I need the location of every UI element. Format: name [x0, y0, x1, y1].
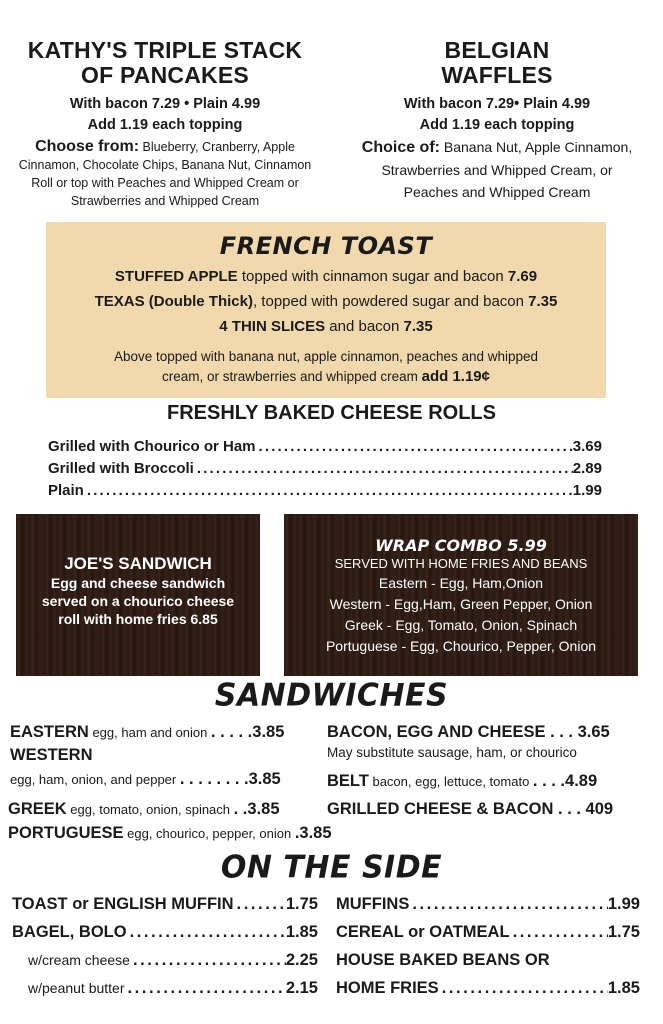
bacon-note: May substitute sausage, ham, or chourico	[327, 745, 577, 760]
list-item: TOAST or ENGLISH MUFFIN . . . 1.75	[12, 893, 318, 921]
side-left-list	[12, 893, 318, 1005]
waffles-choice-text-3: Peaches and Whipped Cream	[403, 184, 591, 200]
waffles-choice-text-2: Strawberries and Whipped Cream, or	[381, 162, 613, 178]
list-item: w/cream cheese . . . 2.25	[12, 949, 318, 977]
french-toast-item: STUFFED APPLE topped with cinnamon sugar and bacon 7.69	[114, 268, 538, 285]
list-item: BELT bacon, egg, lettuce, tomato . . . .4.89	[327, 772, 598, 790]
list-item: Grilled with Broccoli . . . 2.89	[48, 458, 602, 480]
pancakes-choose-text-3: Roll or top with Peaches and Whipped Cream or	[31, 176, 299, 190]
cheese-rolls-list	[48, 436, 602, 502]
list-item: Plain . . . 1.99	[48, 480, 602, 502]
waffles-choice	[338, 136, 656, 159]
pancakes-choose-text-1: Blueberry, Cranberry, Apple	[142, 140, 295, 154]
list-item: MUFFINS . . . 1.99	[336, 893, 640, 921]
waffles-choice-text-1: Banana Nut, Apple Cinnamon,	[443, 139, 633, 155]
joes-sandwich-box	[16, 514, 260, 676]
french-toast-panel	[46, 222, 606, 398]
list-item: Grilled with Chourico or Ham . . . 3.69	[48, 436, 602, 458]
pancakes-title-2: OF PANCAKES	[81, 62, 249, 88]
list-item: Eastern - Egg, Ham,Onion	[378, 575, 544, 591]
list-item: PORTUGUESE egg, chourico, pepper, onion .3.85	[8, 824, 332, 842]
joes-title: JOE'S SANDWICH	[64, 554, 212, 573]
french-toast-item: 4 THIN SLICES and bacon 7.35	[219, 318, 433, 335]
list-item: w/peanut butter . . . 2.15	[12, 977, 318, 1005]
french-toast-note-2: cream, or strawberries and whipped cream add 1.19¢	[162, 368, 490, 385]
joes-line-3: roll with home fries 6.85	[58, 611, 218, 627]
waffles-section	[338, 38, 656, 203]
waffles-title-2: WAFFLES	[441, 62, 553, 88]
waffles-topping: Add 1.19 each topping	[419, 117, 575, 133]
list-item: Portuguese - Egg, Chourico, Pepper, Onion	[325, 638, 597, 654]
waffles-choice-label: Choice of:	[361, 139, 440, 156]
list-item: GRILLED CHEESE & BACON . . . 409	[327, 800, 614, 818]
pancakes-topping: Add 1.19 each topping	[87, 117, 243, 133]
wrap-combo-box	[284, 514, 638, 676]
waffles-title-1: BELGIAN	[444, 37, 550, 63]
french-toast-title: FRENCH TOAST	[219, 232, 433, 260]
waffles-price: With bacon 7.29• Plain 4.99	[403, 96, 591, 112]
list-item: egg, ham, onion, and pepper . . . . . . . .3.85	[10, 770, 281, 788]
pancakes-title-1: KATHY'S TRIPLE STACK	[27, 37, 303, 63]
pancakes-section	[0, 38, 330, 210]
list-item: BACON, EGG AND CHEESE . . . 3.65	[327, 723, 610, 741]
pancakes-choose-text-2: Cinnamon, Chocolate Chips, Banana Nut, Cinnamon	[18, 158, 312, 172]
pancakes-choose-text-4: Strawberries and Whipped Cream	[70, 194, 260, 208]
sandwiches-title: SANDWICHES	[214, 677, 449, 714]
list-item: WESTERN	[10, 746, 93, 764]
pancakes-price: With bacon 7.29 • Plain 4.99	[69, 96, 261, 112]
french-toast-note-1: Above topped with banana nut, apple cinnamon, peaches and whipped	[113, 349, 539, 364]
list-item: EASTERN egg, ham and onion . . . . .3.85	[10, 723, 285, 741]
list-item: CEREAL or OATMEAL . . . 1.75	[336, 921, 640, 949]
pancakes-choose	[0, 138, 330, 156]
list-item: HOME FRIES . . . 1.85	[336, 977, 640, 1005]
wrap-subtitle: SERVED WITH HOME FRIES AND BEANS	[334, 556, 588, 571]
list-item: Western - Egg,Ham, Green Pepper, Onion	[329, 596, 593, 612]
list-item: BAGEL, BOLO . . . 1.85	[12, 921, 318, 949]
wrap-title: WRAP COMBO 5.99	[375, 536, 547, 555]
on-the-side-title: ON THE SIDE	[220, 849, 443, 886]
french-toast-add-price: add 1.19¢	[421, 368, 490, 385]
list-item: GREEK egg, tomato, onion, spinach . .3.85	[8, 800, 280, 818]
joes-line-1: Egg and cheese sandwich	[50, 575, 226, 591]
joes-line-2: served on a chourico cheese	[41, 593, 235, 609]
list-item: HOUSE BAKED BEANS OR	[336, 951, 550, 969]
french-toast-item: TEXAS (Double Thick), topped with powdered sugar and bacon 7.35	[94, 293, 558, 310]
list-item: Greek - Egg, Tomato, Onion, Spinach	[344, 617, 578, 633]
pancakes-choose-label: Choose from:	[35, 138, 140, 155]
side-right-list	[336, 893, 640, 1005]
cheese-rolls-title: FRESHLY BAKED CHEESE ROLLS	[167, 402, 496, 424]
